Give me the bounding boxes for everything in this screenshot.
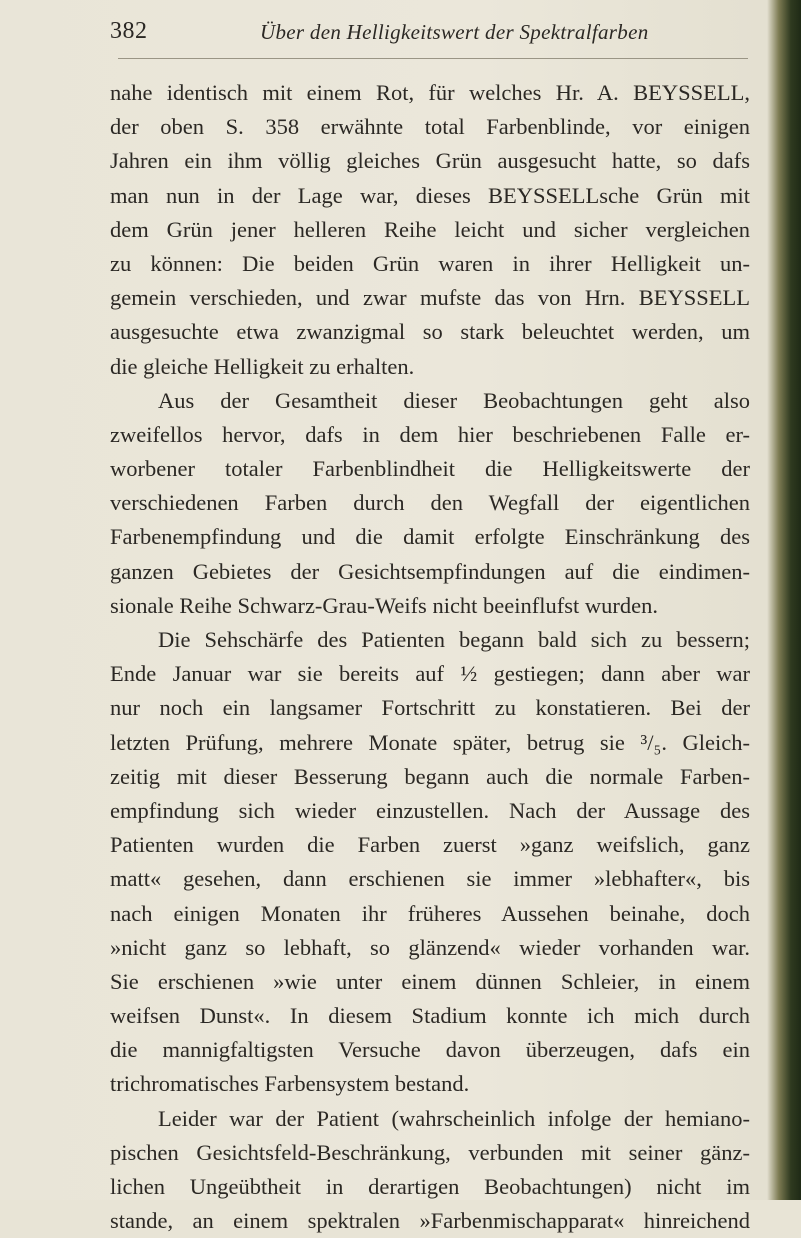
text-line: trichromatisches Farbensystem bestand. [110, 1071, 470, 1097]
text-line: Aus der Gesamtheit dieser Beobachtungen geht also [158, 387, 750, 413]
text-line: weifsen Dunst«. In diesem Stadium konnte ich mich durch [110, 1003, 750, 1029]
page-header [110, 14, 750, 50]
text-line: zeitig mit dieser Besserung begann auch die normale Farben- [110, 763, 750, 789]
text-line: matt« gesehen, dann erschienen sie immer »lebhafter«, bis [110, 866, 750, 892]
text-line: Leider war der Patient (wahrscheinlich infolge der hemiano- [158, 1105, 750, 1131]
text-line: die mannigfaltigsten Versuche davon überzeugen, dafs ein [110, 1037, 750, 1063]
text-line: Die Sehschärfe des Patienten begann bald sich zu bessern; [158, 627, 750, 652]
text-line: Farbenempfindung und die damit erfolgte Einschränkung des [110, 524, 750, 550]
text-line: nahe identisch mit einem Rot, für welches Hr. A. BEYSSELL, [110, 80, 750, 105]
text-line: der oben S. 358 erwähnte total Farbenblinde, vor einigen [110, 114, 750, 140]
text-line: lichen Ungeübtheit in derartigen Beobachtungen) nicht im [110, 1174, 750, 1199]
text-line: Sie erschienen »wie unter einem dünnen Schleier, in einem [110, 968, 750, 994]
text-line: die gleiche Helligkeit zu erhalten. [110, 353, 415, 379]
text-line: letzten Prüfung, mehrere Monate später, betrug sie ³/₅. Gleich- [110, 729, 750, 755]
header-rule [118, 58, 748, 59]
text-line: Jahren ein ihm völlig gleiches Grün ausgesucht hatte, so dafs [110, 148, 750, 174]
body-text [110, 76, 750, 1238]
running-title: Über den Helligkeitswert der Spektralfarben [260, 20, 649, 44]
text-line: empfindung sich wieder einzustellen. Nach der Aussage des [110, 797, 750, 823]
text-line: ganzen Gebietes der Gesichtsempfindungen auf die eindimen- [110, 558, 750, 584]
text-line: nach einigen Monaten ihr früheres Aussehen beinahe, doch [110, 900, 750, 926]
text-line: zu können: Die beiden Grün waren in ihrer Helligkeit un- [110, 250, 750, 276]
text-line: dem Grün jener helleren Reihe leicht und sicher vergleichen [110, 216, 750, 242]
text-line: verschiedenen Farben durch den Wegfall der eigentlichen [110, 490, 750, 516]
text-line: Patienten wurden die Farben zuerst »ganz weifslich, ganz [110, 832, 750, 858]
text-line: zweifellos hervor, dafs in dem hier beschriebenen Falle er- [110, 421, 750, 447]
text-line: ausgesuchte etwa zwanzigmal so stark beleuchtet werden, um [110, 319, 750, 345]
text-line: pischen Gesichtsfeld-Beschränkung, verbunden mit seiner gänz- [110, 1139, 750, 1165]
text-line: worbener totaler Farbenblindheit die Helligkeitswerte der [110, 456, 750, 482]
text-line: stande, an einem spektralen »Farbenmischapparat« hinreichend [110, 1208, 750, 1234]
text-line: »nicht ganz so lebhaft, so glänzend« wieder vorhanden war. [110, 934, 750, 960]
text-line: Ende Januar war sie bereits auf ½ gestiegen; dann aber war [110, 661, 750, 687]
text-line: man nun in der Lage war, dieses BEYSSELLsche Grün mit [110, 182, 750, 208]
text-line: gemein verschieden, und zwar mufste das von Hrn. BEYSSELL [110, 285, 750, 311]
text-line: nur noch ein langsamer Fortschritt zu konstatieren. Bei der [110, 695, 750, 721]
text-line: sionale Reihe Schwarz-Grau-Weifs nicht beeinflufst wurden. [110, 592, 658, 618]
page-edge-shadow [767, 0, 801, 1200]
page-number: 382 [110, 18, 148, 44]
